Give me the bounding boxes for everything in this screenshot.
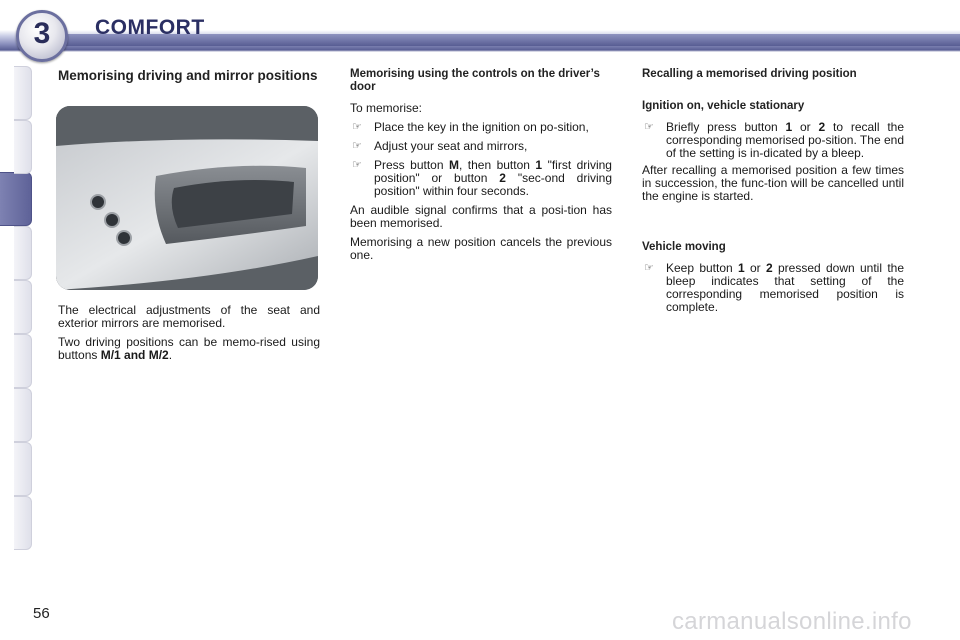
list-item xyxy=(350,121,612,134)
list-item xyxy=(350,159,612,198)
list-item xyxy=(642,121,904,160)
memory-button-2[interactable] xyxy=(117,231,131,245)
door-panel-illustration xyxy=(56,106,318,290)
chapter-tab[interactable] xyxy=(14,334,32,388)
button-label: 1 xyxy=(785,120,793,134)
chapter-number: 3 xyxy=(33,17,51,50)
text-run: , then button xyxy=(458,158,536,172)
paragraph: To memorise: xyxy=(350,101,423,115)
pointing-hand-icon: ☞ xyxy=(644,121,654,133)
pointing-hand-icon: ☞ xyxy=(352,159,362,171)
text-run: to recall the corresponding memorised po-sition. The end of the setting is in-dicated by a bleep. xyxy=(666,120,904,160)
pointing-hand-icon: ☞ xyxy=(352,121,362,133)
button-label: 1 xyxy=(535,158,543,172)
memory-button-1[interactable] xyxy=(105,213,119,227)
text-run: or xyxy=(744,261,766,275)
paragraph: After recalling a memorised position a few times in succession, the func-tion will be cancelled until the engine is started. xyxy=(642,163,904,203)
side-chapter-tabs xyxy=(0,66,36,576)
memory-button-m[interactable] xyxy=(91,195,105,209)
text-run: Press button xyxy=(374,158,449,172)
list-item xyxy=(350,140,612,153)
left-text xyxy=(58,304,320,362)
list-item-text: Adjust your seat and mirrors, xyxy=(374,139,528,153)
button-label: 2 xyxy=(818,120,826,134)
list-item xyxy=(642,262,904,314)
chapter-tab[interactable] xyxy=(14,120,32,174)
text-run: . xyxy=(168,348,173,362)
chapter-title: COMFORT xyxy=(95,16,205,39)
paragraph: The electrical adjustments of the seat and exterior mirrors are memorised. xyxy=(58,303,320,330)
section-heading: Memorising using the controls on the driver’s door xyxy=(350,68,600,93)
paragraph xyxy=(58,336,320,362)
subheading: Ignition on, vehicle stationary xyxy=(642,100,805,112)
text-run: "sec-ond driving position" within four seconds. xyxy=(374,171,613,198)
chapter-tab-active[interactable] xyxy=(0,172,32,226)
subheading: Vehicle moving xyxy=(642,241,726,253)
paragraph: An audible signal confirms that a posi-tion has been memorised. xyxy=(350,203,612,230)
chapter-tab[interactable] xyxy=(14,388,32,442)
middle-column xyxy=(350,68,612,262)
watermark: carmanualsonline.info xyxy=(672,608,912,635)
right-column xyxy=(642,68,904,314)
button-label: 2 xyxy=(499,171,506,185)
text-run: "first driving position" or button xyxy=(374,158,612,185)
section-heading: Recalling a memorised driving position xyxy=(642,68,857,80)
page-number: 56 xyxy=(33,605,50,622)
chapter-badge xyxy=(16,10,68,62)
door-controls-photo xyxy=(56,106,318,290)
pointing-hand-icon: ☞ xyxy=(644,262,654,274)
text-run: or xyxy=(792,120,819,134)
pointing-hand-icon: ☞ xyxy=(352,140,362,152)
button-label: 2 xyxy=(766,261,773,275)
text-run: pressed down until the bleep indicates that setting of the corresponding memorised position is complete. xyxy=(666,261,904,314)
text-run: Two driving positions can be memo-rised using buttons xyxy=(58,335,320,362)
button-label: M xyxy=(448,158,459,172)
list-item-text: Place the key in the ignition on po-sition, xyxy=(374,120,589,134)
button-names: M/1 and M/2 xyxy=(100,348,169,362)
chapter-tab[interactable] xyxy=(14,66,32,120)
chapter-tab[interactable] xyxy=(14,496,32,550)
text-run: Keep button xyxy=(666,261,739,275)
chapter-tab[interactable] xyxy=(14,226,32,280)
chapter-tab[interactable] xyxy=(14,442,32,496)
button-label: 1 xyxy=(738,261,745,275)
chapter-tab[interactable] xyxy=(14,280,32,334)
left-column xyxy=(58,68,320,83)
text-run: Briefly press button xyxy=(666,120,786,134)
paragraph: Memorising a new position cancels the previous one. xyxy=(350,235,612,262)
section-heading: Memorising driving and mirror positions xyxy=(58,68,318,83)
